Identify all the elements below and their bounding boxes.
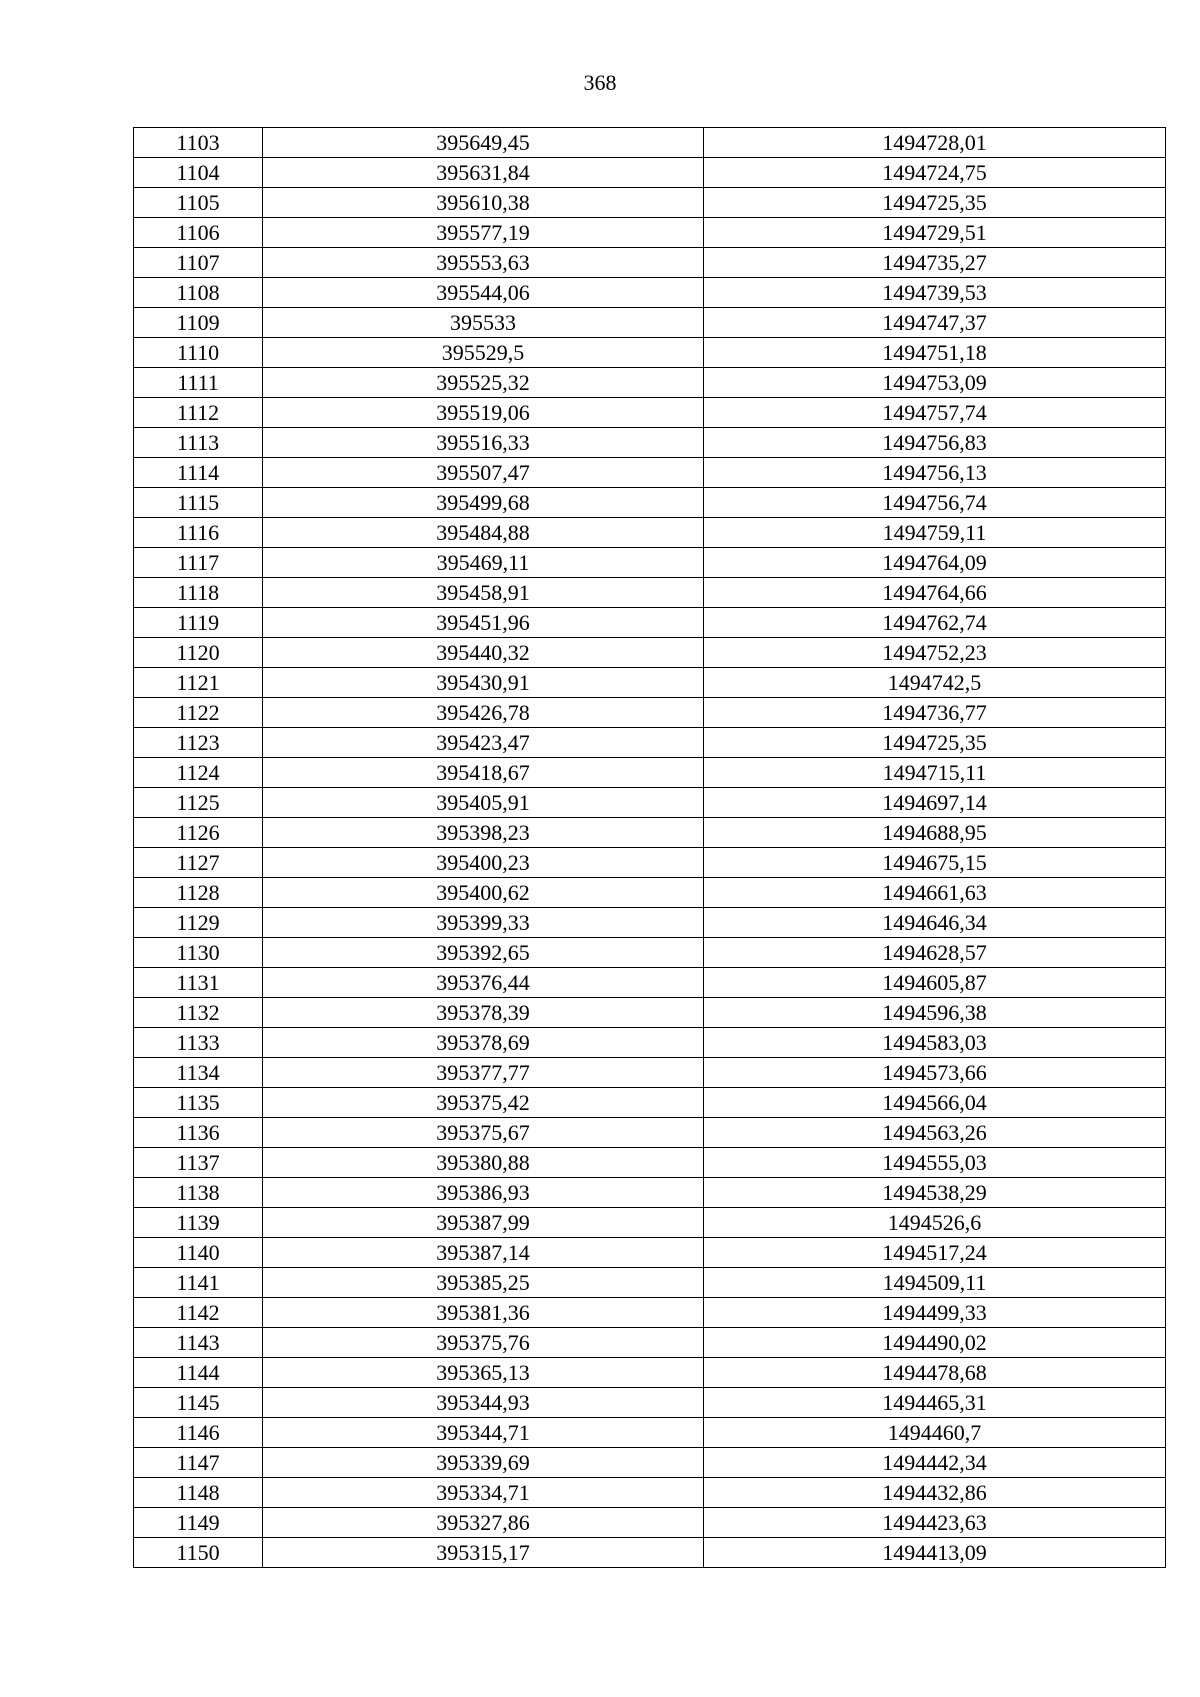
x-coordinate-cell: 395387,99 <box>263 1208 704 1238</box>
y-coordinate-cell: 1494764,66 <box>704 578 1166 608</box>
point-number-cell: 1106 <box>134 218 263 248</box>
y-coordinate-cell: 1494566,04 <box>704 1088 1166 1118</box>
y-coordinate-cell: 1494724,75 <box>704 158 1166 188</box>
point-number-cell: 1148 <box>134 1478 263 1508</box>
x-coordinate-cell: 395499,68 <box>263 488 704 518</box>
point-number-cell: 1119 <box>134 608 263 638</box>
y-coordinate-cell: 1494538,29 <box>704 1178 1166 1208</box>
x-coordinate-cell: 395525,32 <box>263 368 704 398</box>
y-coordinate-cell: 1494756,83 <box>704 428 1166 458</box>
x-coordinate-cell: 395458,91 <box>263 578 704 608</box>
y-coordinate-cell: 1494697,14 <box>704 788 1166 818</box>
table-row <box>134 758 1166 788</box>
y-coordinate-cell: 1494752,23 <box>704 638 1166 668</box>
table-row <box>134 1268 1166 1298</box>
point-number-cell: 1138 <box>134 1178 263 1208</box>
point-number-cell: 1143 <box>134 1328 263 1358</box>
y-coordinate-cell: 1494751,18 <box>704 338 1166 368</box>
table-row <box>134 938 1166 968</box>
x-coordinate-cell: 395365,13 <box>263 1358 704 1388</box>
y-coordinate-cell: 1494715,11 <box>704 758 1166 788</box>
x-coordinate-cell: 395381,36 <box>263 1298 704 1328</box>
table-row <box>134 1118 1166 1148</box>
table-row <box>134 1388 1166 1418</box>
x-coordinate-cell: 395484,88 <box>263 518 704 548</box>
point-number-cell: 1120 <box>134 638 263 668</box>
x-coordinate-cell: 395315,17 <box>263 1538 704 1568</box>
point-number-cell: 1124 <box>134 758 263 788</box>
point-number-cell: 1103 <box>134 128 263 158</box>
table-row <box>134 1418 1166 1448</box>
y-coordinate-cell: 1494725,35 <box>704 188 1166 218</box>
x-coordinate-cell: 395418,67 <box>263 758 704 788</box>
y-coordinate-cell: 1494432,86 <box>704 1478 1166 1508</box>
x-coordinate-cell: 395507,47 <box>263 458 704 488</box>
point-number-cell: 1131 <box>134 968 263 998</box>
point-number-cell: 1116 <box>134 518 263 548</box>
table-row <box>134 1358 1166 1388</box>
y-coordinate-cell: 1494526,6 <box>704 1208 1166 1238</box>
x-coordinate-cell: 395631,84 <box>263 158 704 188</box>
point-number-cell: 1117 <box>134 548 263 578</box>
y-coordinate-cell: 1494764,09 <box>704 548 1166 578</box>
point-number-cell: 1121 <box>134 668 263 698</box>
x-coordinate-cell: 395577,19 <box>263 218 704 248</box>
point-number-cell: 1111 <box>134 368 263 398</box>
table-row <box>134 1328 1166 1358</box>
table-row <box>134 338 1166 368</box>
x-coordinate-cell: 395327,86 <box>263 1508 704 1538</box>
table-row <box>134 1478 1166 1508</box>
table-row <box>134 458 1166 488</box>
y-coordinate-cell: 1494646,34 <box>704 908 1166 938</box>
point-number-cell: 1132 <box>134 998 263 1028</box>
table-row <box>134 1088 1166 1118</box>
table-row <box>134 1448 1166 1478</box>
y-coordinate-cell: 1494628,57 <box>704 938 1166 968</box>
point-number-cell: 1144 <box>134 1358 263 1388</box>
x-coordinate-cell: 395400,23 <box>263 848 704 878</box>
y-coordinate-cell: 1494747,37 <box>704 308 1166 338</box>
page-number: 368 <box>583 70 617 95</box>
point-number-cell: 1135 <box>134 1088 263 1118</box>
point-number-cell: 1127 <box>134 848 263 878</box>
y-coordinate-cell: 1494555,03 <box>704 1148 1166 1178</box>
point-number-cell: 1142 <box>134 1298 263 1328</box>
x-coordinate-cell: 395334,71 <box>263 1478 704 1508</box>
table-row <box>134 698 1166 728</box>
table-row <box>134 308 1166 338</box>
y-coordinate-cell: 1494573,66 <box>704 1058 1166 1088</box>
table-row <box>134 1208 1166 1238</box>
y-coordinate-cell: 1494675,15 <box>704 848 1166 878</box>
table-row <box>134 608 1166 638</box>
y-coordinate-cell: 1494661,63 <box>704 878 1166 908</box>
table-row <box>134 998 1166 1028</box>
x-coordinate-cell: 395344,93 <box>263 1388 704 1418</box>
y-coordinate-cell: 1494742,5 <box>704 668 1166 698</box>
y-coordinate-cell: 1494753,09 <box>704 368 1166 398</box>
y-coordinate-cell: 1494756,13 <box>704 458 1166 488</box>
table-row <box>134 548 1166 578</box>
x-coordinate-cell: 395344,71 <box>263 1418 704 1448</box>
x-coordinate-cell: 395385,25 <box>263 1268 704 1298</box>
x-coordinate-cell: 395399,33 <box>263 908 704 938</box>
point-number-cell: 1112 <box>134 398 263 428</box>
y-coordinate-cell: 1494517,24 <box>704 1238 1166 1268</box>
point-number-cell: 1113 <box>134 428 263 458</box>
y-coordinate-cell: 1494460,7 <box>704 1418 1166 1448</box>
x-coordinate-cell: 395375,76 <box>263 1328 704 1358</box>
table-row <box>134 1058 1166 1088</box>
point-number-cell: 1104 <box>134 158 263 188</box>
x-coordinate-cell: 395553,63 <box>263 248 704 278</box>
point-number-cell: 1115 <box>134 488 263 518</box>
table-row <box>134 1508 1166 1538</box>
x-coordinate-cell: 395405,91 <box>263 788 704 818</box>
table-row <box>134 1148 1166 1178</box>
x-coordinate-cell: 395375,42 <box>263 1088 704 1118</box>
y-coordinate-cell: 1494725,35 <box>704 728 1166 758</box>
table-row <box>134 518 1166 548</box>
point-number-cell: 1108 <box>134 278 263 308</box>
table-row <box>134 1238 1166 1268</box>
table-row <box>134 218 1166 248</box>
table-row <box>134 638 1166 668</box>
x-coordinate-cell: 395610,38 <box>263 188 704 218</box>
table-row <box>134 1178 1166 1208</box>
table-row <box>134 728 1166 758</box>
y-coordinate-cell: 1494688,95 <box>704 818 1166 848</box>
point-number-cell: 1128 <box>134 878 263 908</box>
point-number-cell: 1118 <box>134 578 263 608</box>
y-coordinate-cell: 1494442,34 <box>704 1448 1166 1478</box>
table-row <box>134 398 1166 428</box>
y-coordinate-cell: 1494729,51 <box>704 218 1166 248</box>
y-coordinate-cell: 1494478,68 <box>704 1358 1166 1388</box>
point-number-cell: 1107 <box>134 248 263 278</box>
table-row <box>134 128 1166 158</box>
table-row <box>134 1298 1166 1328</box>
point-number-cell: 1122 <box>134 698 263 728</box>
coordinates-table-body <box>134 128 1166 1568</box>
table-row <box>134 788 1166 818</box>
x-coordinate-cell: 395544,06 <box>263 278 704 308</box>
point-number-cell: 1114 <box>134 458 263 488</box>
point-number-cell: 1147 <box>134 1448 263 1478</box>
point-number-cell: 1136 <box>134 1118 263 1148</box>
x-coordinate-cell: 395469,11 <box>263 548 704 578</box>
table-row <box>134 848 1166 878</box>
y-coordinate-cell: 1494739,53 <box>704 278 1166 308</box>
y-coordinate-cell: 1494423,63 <box>704 1508 1166 1538</box>
y-coordinate-cell: 1494583,03 <box>704 1028 1166 1058</box>
point-number-cell: 1125 <box>134 788 263 818</box>
y-coordinate-cell: 1494490,02 <box>704 1328 1166 1358</box>
y-coordinate-cell: 1494509,11 <box>704 1268 1166 1298</box>
point-number-cell: 1134 <box>134 1058 263 1088</box>
x-coordinate-cell: 395375,67 <box>263 1118 704 1148</box>
x-coordinate-cell: 395649,45 <box>263 128 704 158</box>
table-row <box>134 158 1166 188</box>
point-number-cell: 1149 <box>134 1508 263 1538</box>
table-row <box>134 878 1166 908</box>
x-coordinate-cell: 395380,88 <box>263 1148 704 1178</box>
table-row <box>134 908 1166 938</box>
point-number-cell: 1123 <box>134 728 263 758</box>
x-coordinate-cell: 395398,23 <box>263 818 704 848</box>
y-coordinate-cell: 1494499,33 <box>704 1298 1166 1328</box>
table-row <box>134 668 1166 698</box>
x-coordinate-cell: 395386,93 <box>263 1178 704 1208</box>
x-coordinate-cell: 395533 <box>263 308 704 338</box>
y-coordinate-cell: 1494759,11 <box>704 518 1166 548</box>
point-number-cell: 1150 <box>134 1538 263 1568</box>
table-row <box>134 248 1166 278</box>
coordinates-table <box>133 127 1166 1568</box>
point-number-cell: 1137 <box>134 1148 263 1178</box>
table-row <box>134 1538 1166 1568</box>
table-row <box>134 188 1166 218</box>
y-coordinate-cell: 1494605,87 <box>704 968 1166 998</box>
point-number-cell: 1109 <box>134 308 263 338</box>
x-coordinate-cell: 395378,69 <box>263 1028 704 1058</box>
table-row <box>134 818 1166 848</box>
y-coordinate-cell: 1494728,01 <box>704 128 1166 158</box>
x-coordinate-cell: 395423,47 <box>263 728 704 758</box>
point-number-cell: 1145 <box>134 1388 263 1418</box>
point-number-cell: 1133 <box>134 1028 263 1058</box>
y-coordinate-cell: 1494563,26 <box>704 1118 1166 1148</box>
point-number-cell: 1105 <box>134 188 263 218</box>
table-row <box>134 278 1166 308</box>
table-row <box>134 368 1166 398</box>
table-row <box>134 428 1166 458</box>
x-coordinate-cell: 395400,62 <box>263 878 704 908</box>
point-number-cell: 1140 <box>134 1238 263 1268</box>
x-coordinate-cell: 395529,5 <box>263 338 704 368</box>
y-coordinate-cell: 1494735,27 <box>704 248 1166 278</box>
x-coordinate-cell: 395451,96 <box>263 608 704 638</box>
x-coordinate-cell: 395426,78 <box>263 698 704 728</box>
point-number-cell: 1110 <box>134 338 263 368</box>
y-coordinate-cell: 1494596,38 <box>704 998 1166 1028</box>
point-number-cell: 1139 <box>134 1208 263 1238</box>
x-coordinate-cell: 395516,33 <box>263 428 704 458</box>
table-row <box>134 488 1166 518</box>
table-row <box>134 1028 1166 1058</box>
x-coordinate-cell: 395377,77 <box>263 1058 704 1088</box>
y-coordinate-cell: 1494413,09 <box>704 1538 1166 1568</box>
point-number-cell: 1146 <box>134 1418 263 1448</box>
x-coordinate-cell: 395519,06 <box>263 398 704 428</box>
x-coordinate-cell: 395339,69 <box>263 1448 704 1478</box>
point-number-cell: 1130 <box>134 938 263 968</box>
x-coordinate-cell: 395440,32 <box>263 638 704 668</box>
table-row <box>134 968 1166 998</box>
x-coordinate-cell: 395378,39 <box>263 998 704 1028</box>
x-coordinate-cell: 395376,44 <box>263 968 704 998</box>
point-number-cell: 1126 <box>134 818 263 848</box>
y-coordinate-cell: 1494756,74 <box>704 488 1166 518</box>
point-number-cell: 1129 <box>134 908 263 938</box>
y-coordinate-cell: 1494736,77 <box>704 698 1166 728</box>
y-coordinate-cell: 1494465,31 <box>704 1388 1166 1418</box>
table-row <box>134 578 1166 608</box>
y-coordinate-cell: 1494757,74 <box>704 398 1166 428</box>
x-coordinate-cell: 395387,14 <box>263 1238 704 1268</box>
point-number-cell: 1141 <box>134 1268 263 1298</box>
x-coordinate-cell: 395392,65 <box>263 938 704 968</box>
y-coordinate-cell: 1494762,74 <box>704 608 1166 638</box>
x-coordinate-cell: 395430,91 <box>263 668 704 698</box>
